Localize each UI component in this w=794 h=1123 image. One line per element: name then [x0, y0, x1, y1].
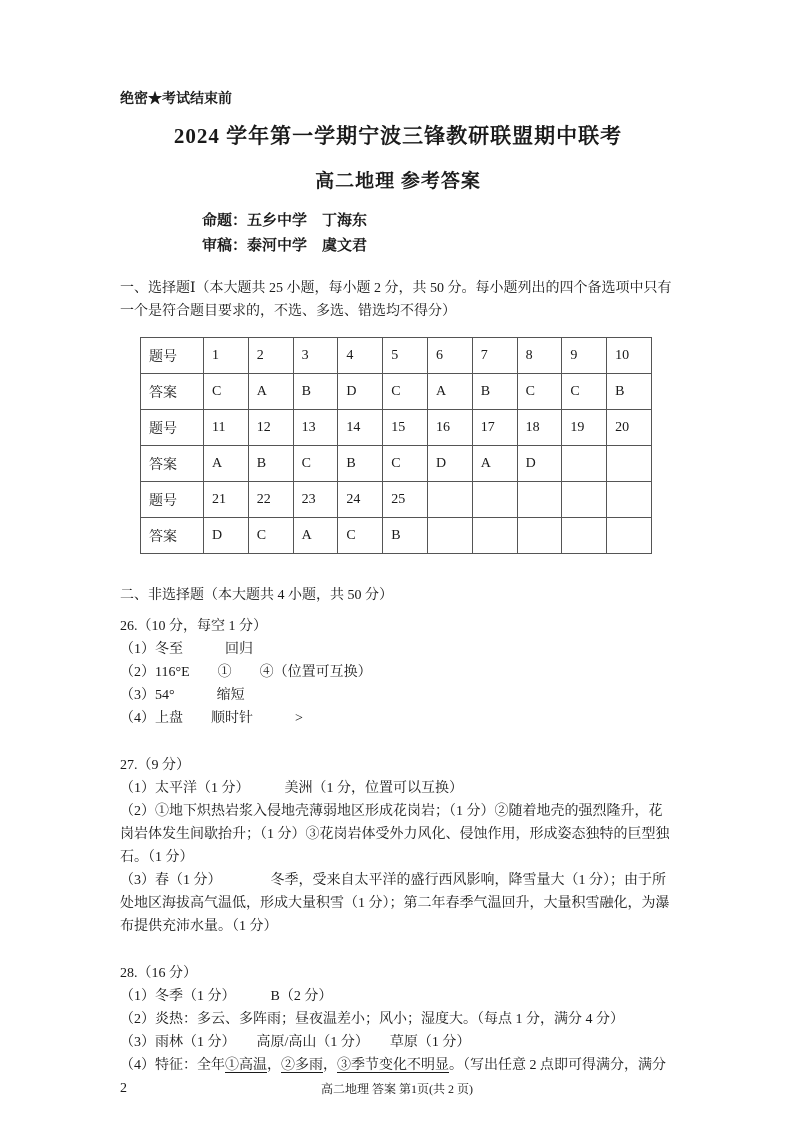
q28-line4-separator-2: ，	[323, 1058, 337, 1073]
q27-answer-line-3: （3）春（1 分） 冬季，受来自太平洋的盛行西风影响，降雪量大（1 分）；由于所处地区海拔高气温低，形成大量积雪（1 分）；第二年春季气温回升，大量积雪融化，为瀑布提供充沛水量。（1 分）	[120, 873, 670, 934]
answer-cell: 9	[562, 338, 607, 374]
answer-table-body	[141, 338, 652, 554]
answer-cell: 3	[293, 338, 338, 374]
answer-cell	[607, 518, 652, 554]
answer-cell: D	[517, 446, 562, 482]
answer-cell: 18	[517, 410, 562, 446]
row-label-cell: 答案	[141, 518, 204, 554]
proposer-line: 命题：五乡中学 丁海东	[202, 213, 368, 229]
question-26-title: 26.（10 分，每空 1 分）	[120, 619, 267, 634]
q26-answer-line-3: （3）54° 缩短	[120, 688, 245, 703]
answer-cell: D	[204, 518, 249, 554]
answer-cell: 10	[607, 338, 652, 374]
answer-table-row	[141, 518, 652, 554]
answer-table	[140, 337, 652, 554]
answer-cell: A	[248, 374, 293, 410]
answer-cell	[517, 518, 562, 554]
answer-cell: A	[472, 446, 517, 482]
page-footer: 高二地理 答案 第1页(共 2 页)	[321, 1082, 473, 1096]
row-label-cell: 答案	[141, 374, 204, 410]
q27-answer-line-1: （1）太平洋（1 分） 美洲（1 分，位置可以互换）	[120, 781, 463, 796]
answer-cell: 1	[204, 338, 249, 374]
q26-answer-line-4: （4）上盘 顺时针 >	[120, 711, 303, 726]
answer-cell: C	[204, 374, 249, 410]
answer-cell	[562, 482, 607, 518]
reviewer-line: 审稿：泰河中学 虞文君	[202, 238, 368, 254]
answer-table-row	[141, 482, 652, 518]
answer-cell: 2	[248, 338, 293, 374]
answer-cell: 22	[248, 482, 293, 518]
answer-cell: A	[293, 518, 338, 554]
answer-cell: 24	[338, 482, 383, 518]
q28-line4-suffix: 。（写出任意 2 点即可得满分，满分 2	[120, 1058, 666, 1096]
credits-block	[202, 209, 676, 259]
answer-cell: 25	[383, 482, 428, 518]
q28-answer-line-1: （1）冬季（1 分） B（2 分）	[120, 989, 333, 1004]
answer-cell: C	[248, 518, 293, 554]
answer-cell: 15	[383, 410, 428, 446]
answer-cell	[607, 446, 652, 482]
answer-table-row	[141, 338, 652, 374]
answer-cell	[562, 518, 607, 554]
row-label-cell: 题号	[141, 482, 204, 518]
answer-cell: A	[204, 446, 249, 482]
answer-cell: C	[293, 446, 338, 482]
answer-cell: 23	[293, 482, 338, 518]
question-28-title: 28.（16 分）	[120, 966, 197, 981]
answer-cell: 6	[427, 338, 472, 374]
q28-line4-underlined-3: ③季节变化不明显	[337, 1058, 449, 1073]
answer-cell: 8	[517, 338, 562, 374]
q26-answer-line-1: （1）冬至 回归	[120, 642, 253, 657]
answer-table-row	[141, 410, 652, 446]
row-label-cell: 题号	[141, 338, 204, 374]
answer-cell: 20	[607, 410, 652, 446]
answer-cell: B	[338, 446, 383, 482]
answer-cell: B	[293, 374, 338, 410]
answer-cell: C	[562, 374, 607, 410]
answer-cell: 14	[338, 410, 383, 446]
answer-cell: C	[517, 374, 562, 410]
row-label-cell: 答案	[141, 446, 204, 482]
q28-line4-underlined-1: ①高温	[225, 1058, 267, 1073]
answer-cell	[427, 482, 472, 518]
answer-cell: 5	[383, 338, 428, 374]
exam-title: 2024 学年第一学期宁波三锋教研联盟期中联考	[173, 124, 623, 148]
q28-line4-separator-1: ，	[267, 1058, 281, 1073]
answer-cell: B	[248, 446, 293, 482]
question-27	[120, 754, 676, 938]
answer-cell: C	[383, 374, 428, 410]
answer-cell: B	[383, 518, 428, 554]
question-26	[120, 615, 676, 730]
answer-cell: C	[338, 518, 383, 554]
answer-cell: A	[427, 374, 472, 410]
answer-cell: C	[383, 446, 428, 482]
secrecy-notice: 绝密★考试结束前	[120, 92, 232, 107]
answer-cell: D	[338, 374, 383, 410]
answer-cell	[472, 482, 517, 518]
paper-subtitle: 高二地理 参考答案	[315, 171, 481, 192]
answer-cell: 21	[204, 482, 249, 518]
row-label-cell: 题号	[141, 410, 204, 446]
q26-answer-line-2: （2）116°E ① ④（位置可互换）	[120, 665, 372, 680]
answer-cell: 7	[472, 338, 517, 374]
answer-cell: 16	[427, 410, 472, 446]
answer-cell: 11	[204, 410, 249, 446]
q27-answer-line-2: （2）①地下炽热岩浆入侵地壳薄弱地区形成花岗岩；（1 分）②随着地壳的强烈隆升，花岗岩体发生间歇抬升；（1 分）③花岗岩体受外力风化、侵蚀作用，形成姿态独特的巨型独石。（1 分）	[120, 804, 670, 865]
answer-cell: 4	[338, 338, 383, 374]
answer-cell	[472, 518, 517, 554]
section1-heading: 一、选择题Ⅰ（本大题共 25 小题，每小题 2 分，共 50 分。每小题列出的四个备选项中只有一个是符合题目要求的，不选、多选、错选均不得分）	[120, 281, 672, 319]
q28-answer-line-2: （2）炎热：多云、多阵雨；昼夜温差小；风小；湿度大。（每点 1 分，满分 4 分）	[120, 1012, 624, 1027]
answer-cell: D	[427, 446, 472, 482]
answer-cell	[517, 482, 562, 518]
answer-cell: B	[472, 374, 517, 410]
answer-table-row	[141, 446, 652, 482]
q28-line4-prefix: （4）特征：全年	[120, 1058, 225, 1073]
question-27-title: 27.（9 分）	[120, 758, 190, 773]
answer-cell	[607, 482, 652, 518]
q28-line4-underlined-2: ②多雨	[281, 1058, 323, 1073]
answer-table-row	[141, 374, 652, 410]
section2-heading: 二、非选择题（本大题共 4 小题，共 50 分）	[120, 588, 393, 603]
answer-cell: B	[607, 374, 652, 410]
answer-cell: 19	[562, 410, 607, 446]
answer-cell: 13	[293, 410, 338, 446]
q28-answer-line-3: （3）雨林（1 分） 高原/高山（1 分） 草原（1 分）	[120, 1035, 471, 1050]
answer-cell	[427, 518, 472, 554]
answer-cell	[562, 446, 607, 482]
answer-cell: 12	[248, 410, 293, 446]
answer-cell: 17	[472, 410, 517, 446]
